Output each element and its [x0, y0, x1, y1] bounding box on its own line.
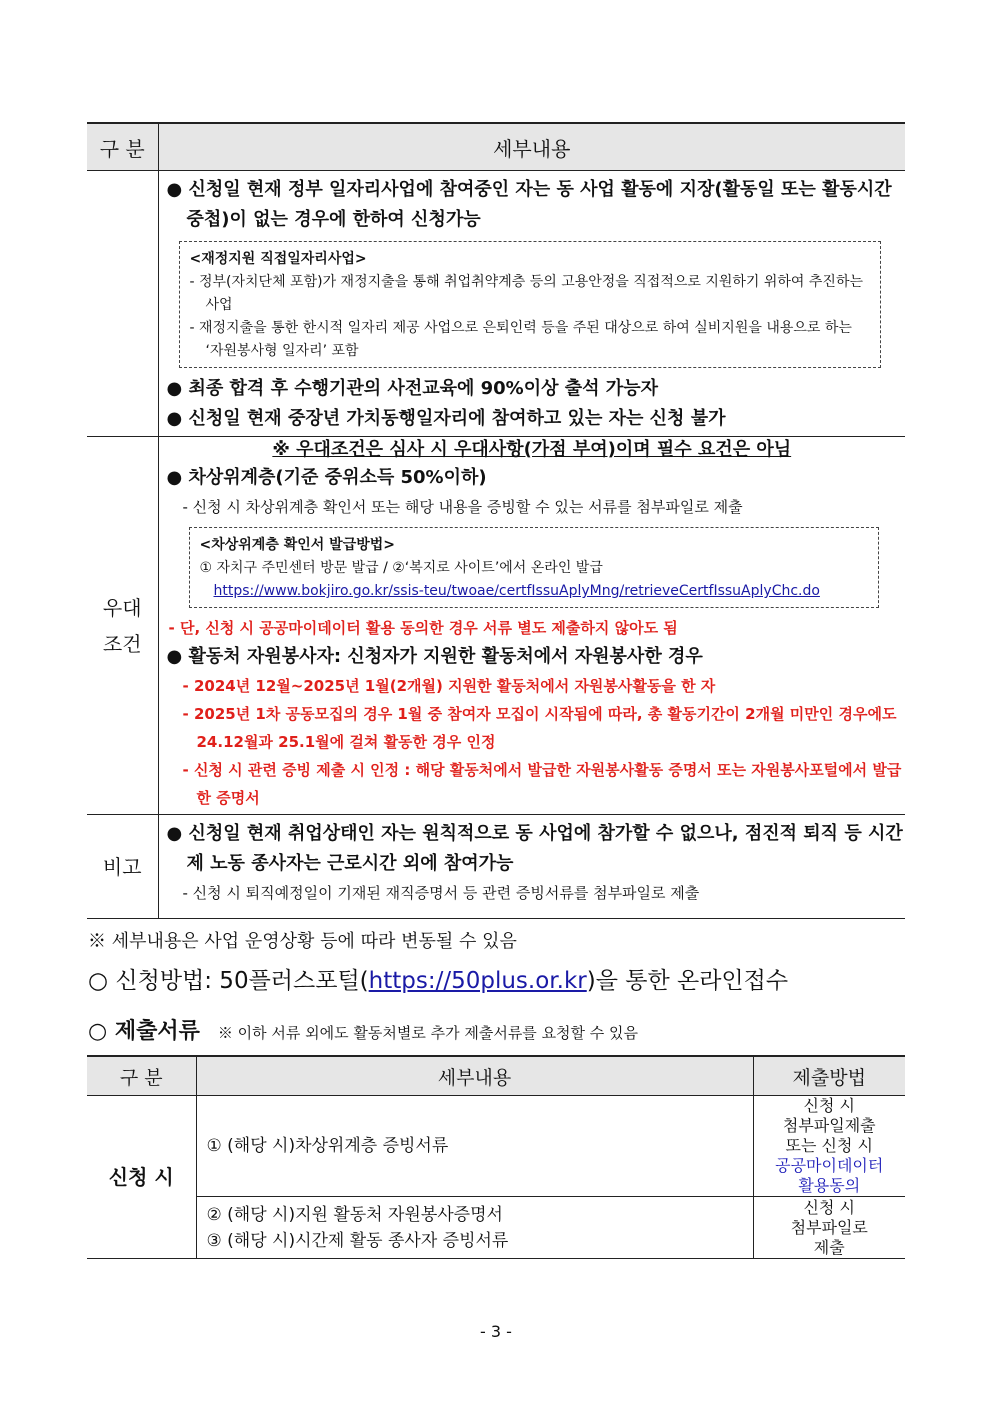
- t2-row1-method: 신청 시 첨부파일제출 또는 신청 시 공공마이데이터 활용동의: [753, 1096, 905, 1197]
- documents-table: [87, 1055, 905, 1259]
- red-note: - 단, 신청 시 공공마이데이터 활용 동의한 경우 서류 별도 제출하지 않아도 됨: [168, 619, 678, 637]
- box-line: - 재정지출을 통한 한시적 일자리 제공 사업으로 은퇴인력 등을 주된 대상으로 하여 실비지원을 내용으로 하는 ‘자원봉사형 일자리’ 포함: [189, 320, 852, 359]
- page-number: - 3 -: [480, 1322, 512, 1341]
- bullet-item: ● 활동처 자원봉사자: 신청자가 지원한 활동처에서 자원봉사한 경우: [166, 646, 703, 667]
- bullet-item: ● 신청일 현재 중장년 가치동행일자리에 참여하고 있는 자는 신청 불가: [166, 408, 726, 429]
- remark: ※ 세부내용은 사업 운영상황 등에 따라 변동될 수 있음: [88, 931, 517, 952]
- bullet-item: ● 차상위계층(기준 중위소득 50%이하): [166, 467, 487, 488]
- documents-note: ※ 이하 서류 외에도 활동처별로 추가 제출서류를 요청할 수 있음: [217, 1024, 639, 1042]
- portal-link[interactable]: https://50plus.or.kr: [368, 968, 587, 994]
- info-box: [179, 241, 882, 368]
- preference-note: ※ 우대조건은 심사 시 우대사항(가점 부여)이며 필수 요건은 아님: [272, 439, 792, 460]
- row3-label: 비고: [87, 815, 158, 919]
- header-category: 구 분: [87, 123, 158, 171]
- t2-row2-content: ② (해당 시)지원 활동처 자원봉사증명서 ③ (해당 시)시간제 활동 종사자 증빙서류: [196, 1197, 753, 1259]
- t2-row2-method: 신청 시 첨부파일로 제출: [753, 1197, 905, 1259]
- t2-row1-content: ① (해당 시)차상위계층 증빙서류: [196, 1096, 753, 1197]
- t2-header-category: 구 분: [87, 1056, 196, 1096]
- red-note: - 2024년 12월~2025년 1월(2개월) 지원한 활동처에서 자원봉사활동을 한 자: [182, 677, 716, 695]
- row3-content: [158, 815, 905, 919]
- box-title: <차상위계층 확인서 발급방법>: [199, 537, 395, 553]
- row1-content: [158, 171, 905, 437]
- bullet-item: ● 최종 합격 후 수행기관의 사전교육에 90%이상 출석 가능자: [166, 378, 658, 399]
- row1-label: [87, 171, 158, 437]
- method-prefix: ○ 신청방법: 50플러스포털(: [88, 968, 369, 994]
- sub-item: - 신청 시 차상위계층 확인서 또는 해당 내용을 증빙할 수 있는 서류를 첨부파일로 제출: [182, 498, 743, 516]
- bokjiro-link[interactable]: https://www.bokjiro.go.kr/ssis-teu/twoae/certfIssuAplyMng/retrieveCertfIssuAplyChc.do: [213, 583, 820, 599]
- documents-heading: [88, 1014, 638, 1045]
- t2-header-details: 세부내용: [196, 1056, 753, 1096]
- documents-title: ○ 제출서류: [88, 1019, 200, 1044]
- method-suffix: )을 통한 온라인접수: [586, 968, 789, 994]
- t2-row-label: 신청 시: [87, 1096, 196, 1259]
- bullet-item: ● 신청일 현재 정부 일자리사업에 참여중인 자는 동 사업 활동에 지장(활동일 또는 활동시간 중첩)이 없는 경우에 한하여 신청가능: [166, 179, 892, 230]
- red-note: - 2025년 1차 공동모집의 경우 1월 중 참여자 모집이 시작됨에 따라, 총 활동기간이 2개월 미만인 경우에도 24.12월과 25.1월에 걸쳐 활동한 경우 인정: [182, 705, 897, 751]
- bullet-item: ● 신청일 현재 취업상태인 자는 원칙적으로 동 사업에 참가할 수 없으나, 점진적 퇴직 등 시간제 노동 종사자는 근로시간 외에 참여가능: [166, 823, 903, 874]
- sub-item: - 신청 시 퇴직예정일이 기재된 재직증명서 등 관련 증빙서류를 첨부파일로 제출: [182, 884, 700, 902]
- t2-header-method: 제출방법: [753, 1056, 905, 1096]
- header-details: 세부내용: [158, 123, 905, 171]
- red-note: - 신청 시 관련 증빙 제출 시 인정 : 해당 활동처에서 발급한 자원봉사활동 증명서 또는 자원봉사포털에서 발급한 증명서: [182, 761, 902, 807]
- info-box: [189, 527, 880, 608]
- box-line: - 정부(자치단체 포함)가 재정지출을 통해 취업취약계층 등의 고용안정을 직접적으로 지원하기 위하여 추진하는 사업: [189, 274, 864, 313]
- application-method: [88, 962, 788, 995]
- row2-content: [158, 437, 905, 815]
- box-title: <재정지원 직접일자리사업>: [189, 251, 367, 267]
- row2-label: 우대 조건: [87, 437, 158, 815]
- eligibility-table: [87, 122, 905, 919]
- box-line: ① 자치구 주민센터 방문 발급 / ②‘복지로 사이트’에서 온라인 발급: [199, 560, 603, 576]
